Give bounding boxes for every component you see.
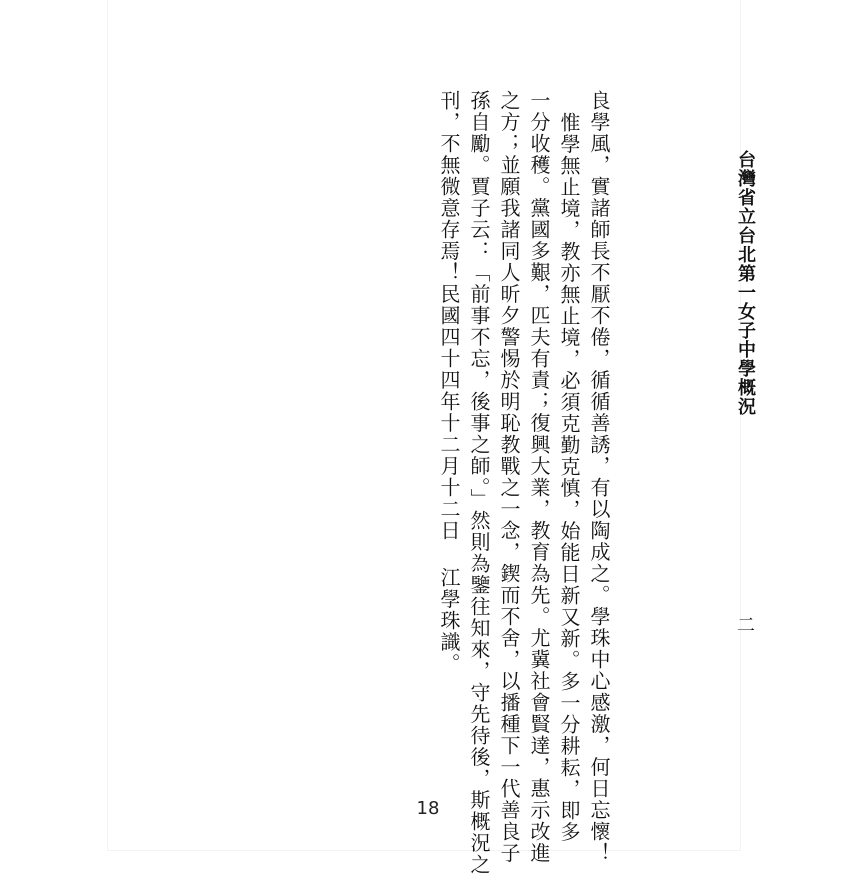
text-column: 良學風，實諸師長不厭不倦，循循善誘，有以陶成之。學珠中心感激，何日忘懷！: [587, 90, 611, 864]
document-page: [108, 0, 756, 876]
text-column: 一分收穫。黨國多艱，匹夫有責；復興大業，教育為先。尤冀社會賢達，惠示改進: [527, 90, 551, 864]
text-column: 之方；並願我諸同人昕夕警惕於明恥教戰之一念，鍥而不舍，以播種下一代善良子: [497, 90, 521, 864]
running-header: 台灣省立台北第一女子中學概況: [735, 150, 756, 416]
page-number: 18: [416, 798, 440, 819]
text-column: 孫自勵。賈子云：「前事不忘，後事之師。」然則為鑒往知來，守先待後，斯概況之: [467, 90, 491, 876]
text-column: 刊，不無微意存焉！民國四十四年十二月十二日 江學珠識。: [437, 90, 461, 675]
text-column: 惟學無止境，教亦無止境，必須克勤克慎，始能日新又新。多一分耕耘，即多: [557, 112, 581, 843]
folio-number: 二: [734, 615, 755, 633]
body-text: [434, 90, 614, 876]
